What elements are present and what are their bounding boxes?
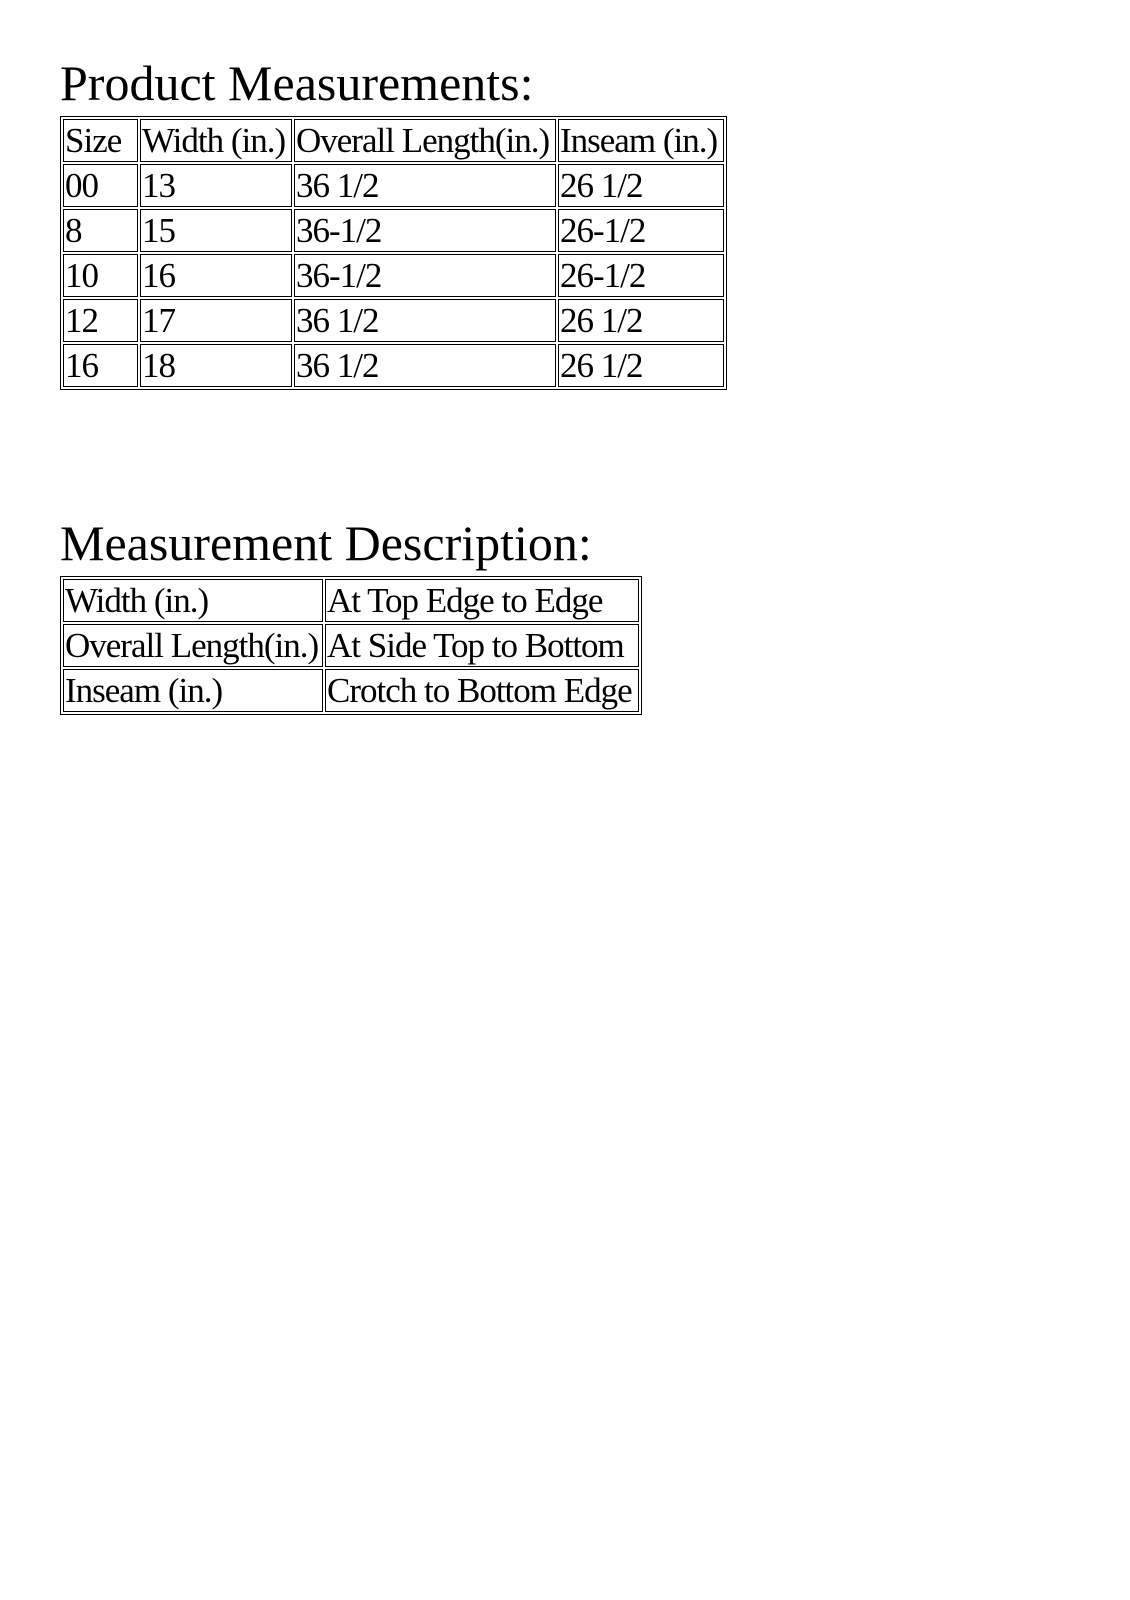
cell-size: 12 [63,299,138,342]
cell-overall-length: 36-1/2 [294,209,556,252]
cell-inseam: 26 1/2 [558,299,724,342]
cell-width: 13 [140,164,292,207]
description-label: Inseam (in.) [63,669,323,712]
header-inseam: Inseam (in.) [558,119,724,162]
cell-inseam: 26 1/2 [558,164,724,207]
cell-inseam: 26-1/2 [558,254,724,297]
table-row [63,579,639,622]
measurement-description-table [60,576,642,715]
cell-width: 15 [140,209,292,252]
table-row [63,164,724,207]
measurement-description-title: Measurement Description: [60,515,592,571]
cell-size: 8 [63,209,138,252]
product-measurements-table [60,116,727,390]
description-text: At Top Edge to Edge [325,579,639,622]
cell-width: 16 [140,254,292,297]
cell-inseam: 26-1/2 [558,209,724,252]
description-text: At Side Top to Bottom [325,624,639,667]
table-row [63,344,724,387]
cell-size: 00 [63,164,138,207]
cell-width: 18 [140,344,292,387]
table-row [63,624,639,667]
header-width: Width (in.) [140,119,292,162]
description-text: Crotch to Bottom Edge [325,669,639,712]
cell-overall-length: 36 1/2 [294,299,556,342]
header-overall-length: Overall Length(in.) [294,119,556,162]
table-row [63,669,639,712]
table-row [63,209,724,252]
cell-overall-length: 36 1/2 [294,344,556,387]
description-label: Width (in.) [63,579,323,622]
cell-overall-length: 36-1/2 [294,254,556,297]
table-header-row [63,119,724,162]
cell-width: 17 [140,299,292,342]
description-label: Overall Length(in.) [63,624,323,667]
cell-overall-length: 36 1/2 [294,164,556,207]
table-row [63,299,724,342]
header-size: Size [63,119,138,162]
cell-size: 10 [63,254,138,297]
table-row [63,254,724,297]
cell-size: 16 [63,344,138,387]
cell-inseam: 26 1/2 [558,344,724,387]
product-measurements-title: Product Measurements: [60,55,534,111]
